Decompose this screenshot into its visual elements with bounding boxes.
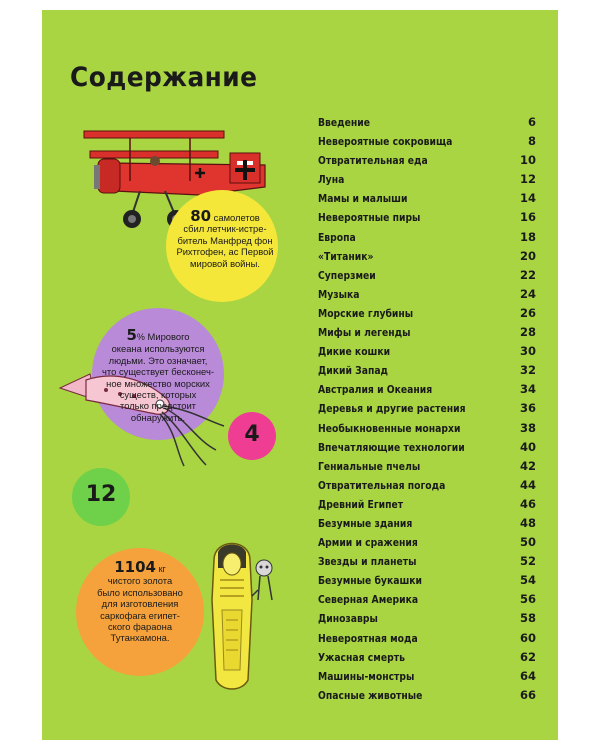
toc-entry-page: 6 [527, 115, 536, 129]
page-badge-4: 4 [244, 422, 260, 447]
toc-entry-title: Впечатляющие технологии [318, 441, 465, 454]
toc-entry [318, 306, 536, 325]
toc-entry [318, 210, 536, 229]
toc-entry [318, 497, 536, 516]
toc-entry [318, 287, 536, 306]
toc-entry [318, 611, 536, 630]
toc-entry-title: Безумные букашки [318, 575, 423, 588]
toc-entry [318, 153, 536, 172]
toc-entry-page: 38 [519, 420, 536, 435]
toc-entry [318, 421, 536, 440]
toc-entry-page: 24 [519, 286, 536, 301]
toc-entry-title: Армии и сражения [318, 537, 418, 550]
toc-entry [318, 535, 536, 554]
toc-entry-page: 40 [519, 439, 536, 454]
toc-entry-page: 42 [519, 458, 536, 473]
toc-entry-title: Мамы и малыши [318, 193, 408, 206]
page-badge-12: 12 [85, 482, 117, 507]
toc-entry-page: 48 [519, 515, 536, 530]
toc-entry-page: 14 [519, 191, 536, 206]
toc-entry-title: Безумные здания [318, 517, 413, 530]
toc-entry-page: 20 [519, 248, 536, 263]
toc-entry [318, 134, 536, 153]
toc-entry-page: 30 [519, 344, 536, 359]
toc-entry [318, 669, 536, 688]
toc-entry [318, 382, 536, 401]
toc-entry-title: Суперзмеи [318, 269, 376, 282]
toc-entry-title: Северная Америка [318, 594, 419, 607]
toc-entry [318, 650, 536, 669]
toc-entry-page: 64 [519, 668, 536, 683]
toc-entry-page: 36 [519, 401, 536, 416]
toc-entry-page: 62 [519, 649, 536, 664]
toc-entry [318, 592, 536, 611]
toc-entry-title: Отвратительная погода [318, 479, 446, 492]
gold-fact-text: 1104 кг чистого золота было использовано для изготовления саркофага египет- ского фараона Тутанхамона. [97, 558, 183, 644]
toc-entry-page: 66 [519, 687, 536, 702]
toc-entry [318, 268, 536, 287]
toc-entry-title: Древний Египет [318, 498, 404, 511]
toc-entry [318, 363, 536, 382]
toc-entry-page: 54 [519, 573, 536, 588]
toc-entry-title: Необыкновенные монархи [318, 422, 461, 435]
toc-entry-title: «Титаник» [318, 250, 374, 263]
toc-entry-page: 34 [519, 382, 536, 397]
sarcophagus-icon [202, 530, 282, 700]
toc-entry [318, 478, 536, 497]
toc-entry [318, 573, 536, 592]
toc-entry-title: Гениальные пчелы [318, 460, 421, 473]
toc-entry [318, 230, 536, 249]
toc-entry [318, 115, 536, 134]
toc-entry-page: 18 [519, 229, 536, 244]
toc-entry-title: Морские глубины [318, 307, 414, 320]
toc-entry-title: Ужасная смерть [318, 651, 405, 664]
toc-entry-title: Мифы и легенды [318, 327, 411, 340]
toc-entry-page: 8 [527, 134, 536, 149]
table-of-contents [318, 115, 536, 707]
toc-entry-page: 32 [519, 363, 536, 378]
toc-entry [318, 191, 536, 210]
toc-entry-page: 26 [519, 305, 536, 320]
toc-entry-page: 44 [519, 477, 536, 492]
gold-fact-number: 1104 [114, 558, 156, 576]
book-page [42, 10, 558, 740]
toc-entry [318, 440, 536, 459]
planes-fact-number: 80 [190, 207, 212, 225]
toc-entry-page: 52 [519, 554, 536, 569]
toc-entry-title: Введение [318, 117, 371, 129]
toc-entry-page: 60 [519, 630, 536, 645]
toc-entry-title: Невероятные сокровища [318, 136, 453, 149]
toc-entry [318, 172, 536, 191]
toc-entry [318, 249, 536, 268]
ocean-fact-text: 5% Мирового океана используются людьми. Это означает, что существует бесконеч- ное множество морских существ, которых только предстоит обнаружить. [102, 326, 214, 423]
toc-entry [318, 554, 536, 573]
toc-entry-title: Опасные животные [318, 689, 423, 702]
toc-entry [318, 688, 536, 707]
toc-entry-page: 28 [519, 325, 536, 340]
toc-entry-title: Невероятная мода [318, 632, 418, 645]
ocean-fact-number: 5 [126, 326, 137, 344]
toc-entry-title: Звезды и планеты [318, 556, 417, 569]
toc-entry-title: Дикие кошки [318, 346, 391, 359]
toc-entry-title: Динозавры [318, 613, 378, 626]
toc-entry-page: 16 [519, 210, 536, 225]
toc-entry-title: Деревья и другие растения [318, 403, 466, 416]
planes-fact-text: 80 самолетов сбил летчик-истре- битель Манфред фон Рихтгофен, ас Первой мировой войны. [176, 207, 274, 269]
toc-entry-title: Отвратительная еда [318, 155, 428, 168]
toc-entry-title: Дикий Запад [318, 365, 389, 378]
toc-entry-title: Музыка [318, 288, 360, 301]
toc-entry-page: 10 [519, 153, 536, 168]
toc-entry-page: 50 [519, 535, 536, 550]
toc-entry-page: 58 [519, 611, 536, 626]
toc-entry [318, 344, 536, 363]
toc-entry [318, 325, 536, 344]
toc-entry [318, 516, 536, 535]
toc-entry-page: 56 [519, 592, 536, 607]
page-title: Содержание [70, 62, 258, 93]
toc-entry-title: Европа [318, 231, 356, 244]
toc-entry [318, 631, 536, 650]
toc-entry-title: Австралия и Океания [318, 384, 433, 397]
toc-entry-title: Луна [318, 174, 345, 187]
toc-entry [318, 401, 536, 420]
toc-entry [318, 459, 536, 478]
toc-entry-title: Машины-монстры [318, 670, 415, 683]
toc-entry-page: 22 [519, 267, 536, 282]
toc-entry-title: Невероятные пиры [318, 212, 421, 225]
toc-entry-page: 46 [519, 496, 536, 511]
toc-entry-page: 12 [519, 172, 536, 187]
